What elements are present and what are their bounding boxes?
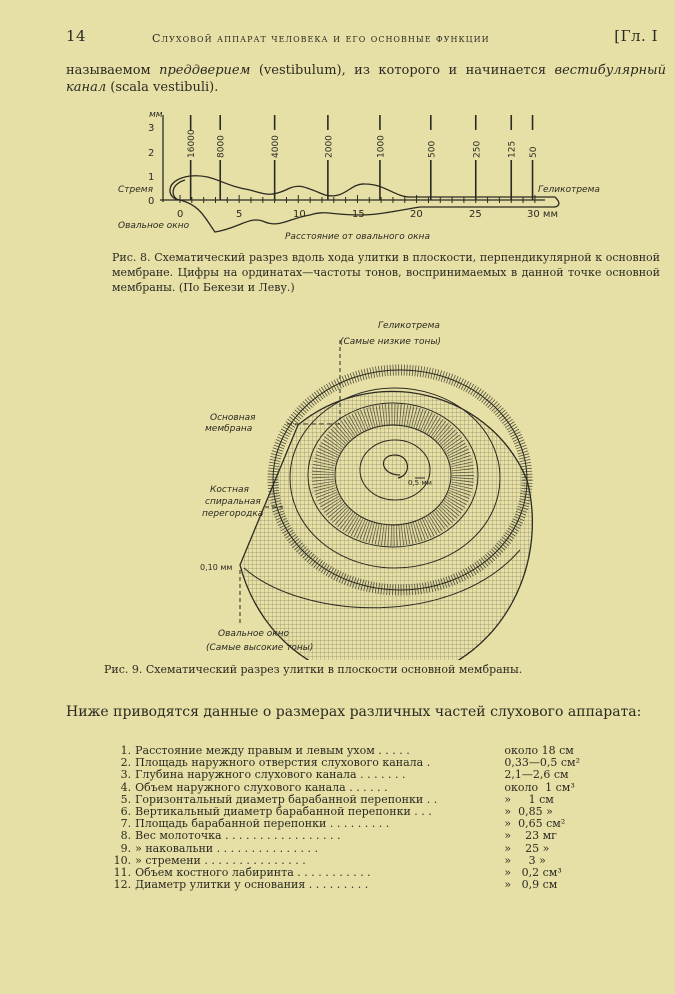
item-number: 6. xyxy=(120,804,132,818)
item-value: » 25 » xyxy=(504,841,550,855)
label-helicotrema: Геликотрема xyxy=(378,321,440,331)
list-item xyxy=(110,782,610,794)
item-number: 3. xyxy=(120,768,132,782)
term: вестибулярный канал xyxy=(66,63,666,95)
item-value: 0,33—0,5 см² xyxy=(504,756,580,770)
item-number: 8. xyxy=(120,829,132,843)
y-unit: мм xyxy=(149,110,163,120)
label-width-base: 0,10 мм xyxy=(200,563,233,572)
label-lamina: Костная xyxy=(210,485,249,495)
x-tick: 10 xyxy=(293,209,306,220)
y-tick: 0 xyxy=(148,196,155,207)
item-value: » 0,85 » xyxy=(504,804,553,818)
item-number: 12. xyxy=(113,878,132,892)
item-number: 7. xyxy=(120,817,132,831)
term: преддверием xyxy=(159,63,251,78)
item-value: » 23 мг xyxy=(504,829,557,843)
item-name: » стремени . . . . . . . . . . . . . . . xyxy=(135,854,306,867)
item-number: 11. xyxy=(113,865,132,879)
figure-8-diagram xyxy=(0,100,675,245)
x-axis-label: Расстояние от овального окна xyxy=(285,232,430,242)
frequency-label: 8000 xyxy=(216,135,227,158)
item-value: » 0,65 см² xyxy=(504,817,566,831)
text: называемом xyxy=(66,63,160,78)
figure-8-caption: Рис. 8. Схематический разрез вдоль хода улитки в плоскости, перпендикулярной к основной мембране. Цифры на ординатах—частоты тонов, воспринимаемых в данной точке основной мембраны. (По Бекези и Леву.) xyxy=(112,251,660,294)
label-lamina: перегородка xyxy=(202,509,264,519)
item-value: » 3 » xyxy=(504,853,546,867)
text: (scala vestibuli). xyxy=(106,80,219,95)
chapter-marker: [Гл. I xyxy=(614,27,658,45)
y-tick: 1 xyxy=(148,172,155,183)
item-number: 4. xyxy=(120,780,132,794)
item-name: Глубина наружного слухового канала . . . . . . . xyxy=(135,769,406,782)
x-tick: 15 xyxy=(352,209,365,220)
item-value: » 0,9 см xyxy=(504,878,558,892)
label-oval-window: Овальное окно xyxy=(118,221,190,231)
list-item xyxy=(110,879,610,891)
label-width-apex: 0,5 мм xyxy=(408,479,432,487)
item-name: Диаметр улитки у основания . . . . . . . . . xyxy=(135,879,369,892)
page-number: 14 xyxy=(66,27,87,45)
item-number: 5. xyxy=(120,792,132,806)
list-item xyxy=(110,769,610,781)
dimensions-list xyxy=(110,745,610,891)
intro-paragraph xyxy=(66,62,666,96)
item-value: » 0,2 см³ xyxy=(504,865,562,879)
label-stapes: Стремя xyxy=(118,185,153,195)
frequency-label: 250 xyxy=(472,140,483,158)
frequency-label: 4000 xyxy=(271,135,282,158)
frequency-label: 50 xyxy=(529,146,540,158)
item-value: около 1 см³ xyxy=(504,780,575,794)
figure-9-caption: Рис. 9. Схематический разрез улитки в плоскости основной мембраны. xyxy=(104,663,523,676)
label-oval-window: Овальное окно xyxy=(218,629,290,639)
item-number: 2. xyxy=(120,756,132,770)
label-lowest-tones: (Самые низкие тоны) xyxy=(340,337,442,347)
figure-9-diagram xyxy=(0,300,675,660)
x-tick: 30 мм xyxy=(527,209,558,220)
lead-paragraph: Ниже приводятся данные о размерах различных частей слухового аппарата: xyxy=(66,704,642,720)
x-tick: 25 xyxy=(469,209,482,220)
running-header xyxy=(66,27,666,49)
item-name: Площадь наружного отверстия слухового канала . xyxy=(135,757,431,770)
item-number: 10. xyxy=(113,853,132,867)
item-name: Вертикальный диаметр барабанной перепонки . . . xyxy=(135,805,432,818)
y-tick: 3 xyxy=(148,123,155,134)
label-membrane: Основная xyxy=(210,413,256,423)
label-lamina: спиральная xyxy=(205,497,261,507)
item-name: Горизонтальный диаметр барабанной перепонки . . xyxy=(135,793,438,806)
running-title: Слуховой аппарат человека и его основные функции xyxy=(152,32,490,45)
label-membrane: мембрана xyxy=(205,424,253,434)
frequency-label: 2000 xyxy=(324,135,335,158)
frequency-label: 500 xyxy=(427,140,438,158)
item-name: Вес молоточка . . . . . . . . . . . . . . . . . xyxy=(135,830,341,843)
label-highest-tones: (Самые высокие тоны) xyxy=(206,643,314,653)
item-name: Расстояние между правым и левым ухом . . . . . xyxy=(135,745,410,757)
frequency-label: 1000 xyxy=(376,135,387,158)
y-tick: 2 xyxy=(148,148,155,159)
item-value: » 1 см xyxy=(504,792,554,806)
label-helicotrema: Геликотрема xyxy=(538,185,600,195)
x-tick: 0 xyxy=(177,209,184,220)
list-item xyxy=(110,830,610,842)
x-tick: 20 xyxy=(410,209,423,220)
frequency-label: 16000 xyxy=(187,129,198,158)
item-name: Объем костного лабиринта . . . . . . . . . . . xyxy=(135,866,371,879)
frequency-label: 125 xyxy=(507,140,518,158)
text: (vestibulum), из которого и начинается xyxy=(250,63,555,78)
list-item xyxy=(110,843,610,855)
item-number: 9. xyxy=(120,841,132,855)
item-name: Площадь барабанной перепонки . . . . . . . . . xyxy=(135,818,390,831)
item-name: Объем наружного слухового канала . . . . . . xyxy=(135,781,388,794)
x-tick: 5 xyxy=(236,209,243,220)
item-value: около 18 см xyxy=(504,744,574,757)
item-name: » наковальни . . . . . . . . . . . . . . . xyxy=(135,842,319,855)
item-number: 1. xyxy=(120,744,132,757)
item-value: 2,1—2,6 см xyxy=(504,768,569,782)
